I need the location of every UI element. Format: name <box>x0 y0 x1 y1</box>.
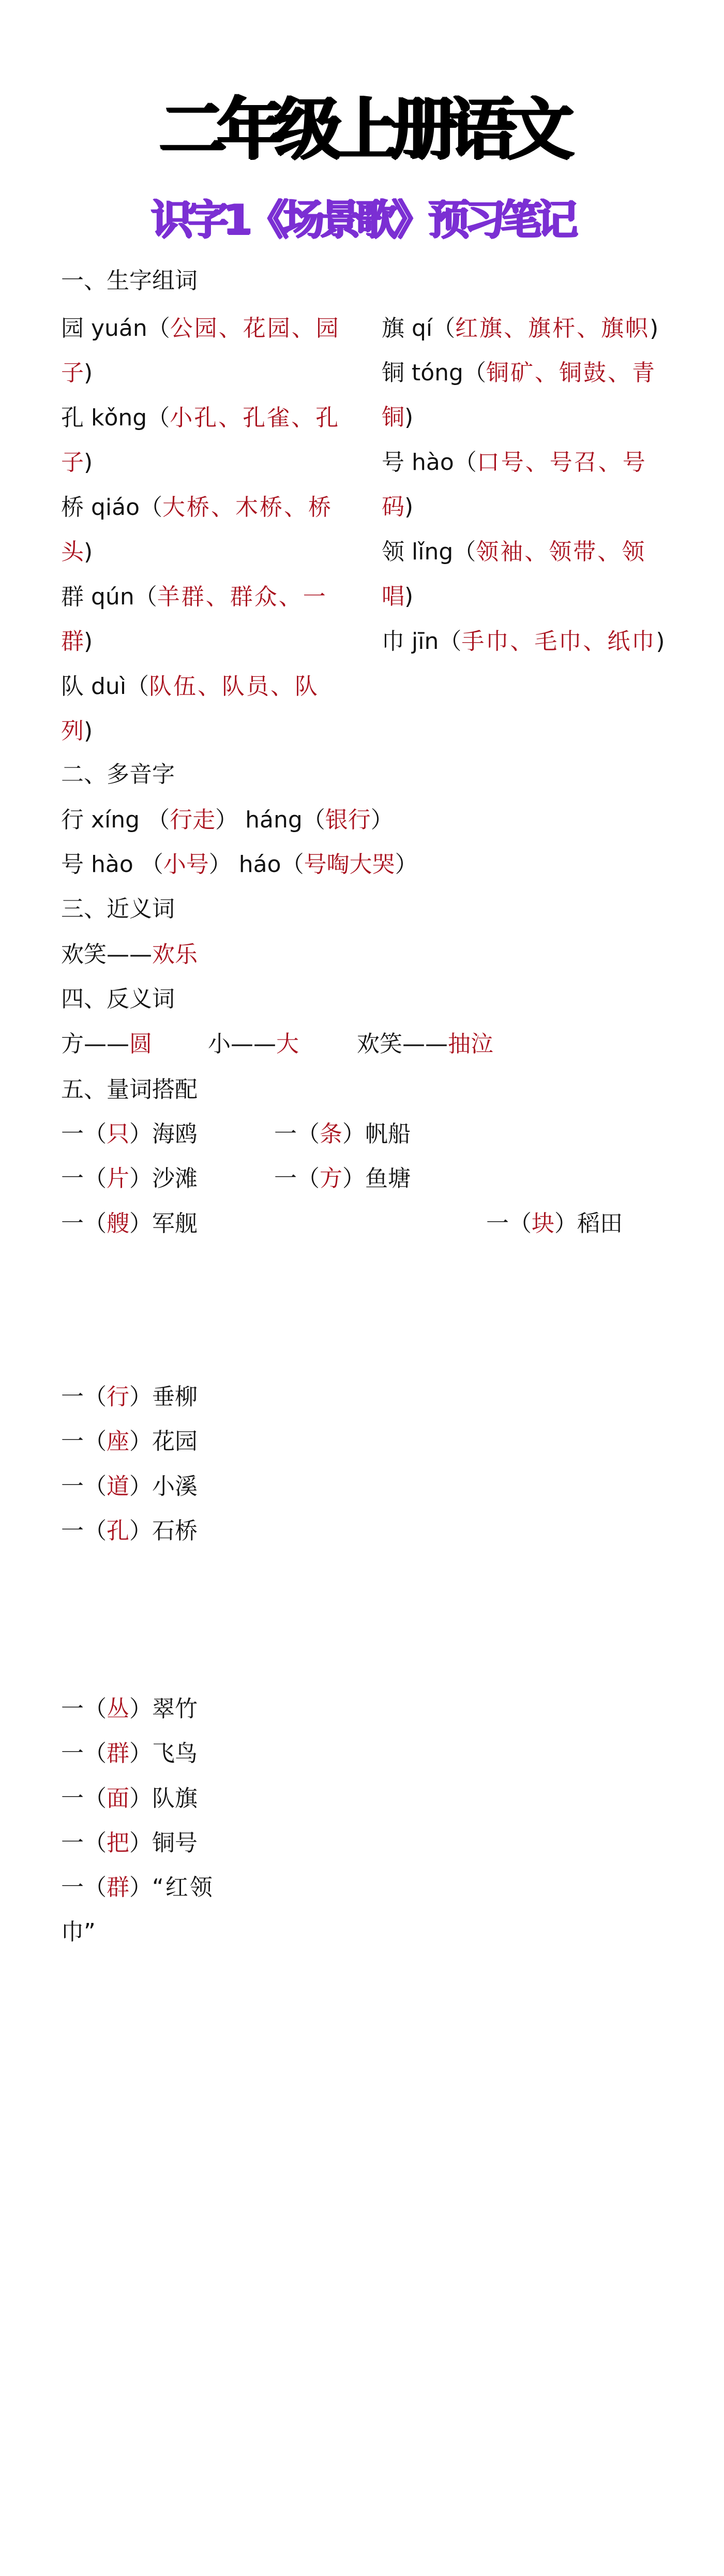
measure-noun: 帆船 <box>365 1121 411 1147</box>
measure-word: 行 <box>107 1384 129 1410</box>
synonym-a: 欢笑 <box>61 941 107 968</box>
measure-word: 丛 <box>107 1696 129 1722</box>
dash: —— <box>84 1031 129 1057</box>
paren: ) <box>650 315 659 342</box>
paren: （ <box>297 1121 320 1147</box>
word-examples-tail: 唱 <box>382 583 404 610</box>
paren: ） <box>342 1121 365 1147</box>
word-char: 队 <box>61 673 84 700</box>
paren: ) <box>656 628 665 655</box>
paren: （ <box>84 1785 107 1812</box>
paren: ） <box>129 1874 152 1901</box>
word-pinyin: qiáo <box>91 494 140 521</box>
word-entry <box>61 403 340 434</box>
measure-word-entry <box>61 1828 198 1859</box>
measure-word-entry <box>61 1163 198 1194</box>
measure-word-entry <box>61 1872 214 1903</box>
word-entry-continued <box>61 626 93 657</box>
paren: ) <box>84 718 93 744</box>
paren: ） <box>395 851 418 878</box>
poly-word: 行走 <box>170 807 216 833</box>
word-examples: 领袖、领带、领 <box>476 539 646 565</box>
measure-noun: 翠竹 <box>152 1696 198 1722</box>
paren: （ <box>432 315 456 342</box>
measure-noun: 石桥 <box>152 1518 198 1544</box>
measure-noun: 小溪 <box>152 1473 198 1500</box>
paren: （ <box>140 851 163 878</box>
paren: （ <box>84 1696 107 1722</box>
word-entry-continued <box>382 581 413 612</box>
section-heading: 一、生字组词 <box>61 268 198 294</box>
word-entry <box>382 447 647 478</box>
one-char: 一 <box>61 1165 84 1192</box>
measure-noun: 沙滩 <box>152 1165 198 1192</box>
word-entry-continued <box>61 358 93 389</box>
one-char: 一 <box>61 1473 84 1500</box>
synonym-pair <box>61 939 198 970</box>
dash: —— <box>107 941 152 968</box>
word-pinyin: jīn <box>412 628 439 655</box>
page-title: 二年级上册语文 <box>159 90 565 169</box>
word-examples-tail: 群 <box>61 628 84 655</box>
poly-pinyin: háng <box>245 807 303 833</box>
antonym-a: 方 <box>61 1031 84 1057</box>
word-char: 桥 <box>61 494 84 521</box>
word-entry <box>382 358 656 389</box>
measure-word: 群 <box>107 1874 129 1901</box>
section-heading: 三、近义词 <box>61 896 175 922</box>
paren: ) <box>404 404 414 431</box>
paren: （ <box>126 673 149 700</box>
measure-word: 块 <box>532 1210 554 1237</box>
one-char: 一 <box>61 1874 84 1901</box>
paren: （ <box>134 584 157 610</box>
paren: （ <box>147 405 170 431</box>
polyphone-row <box>61 849 418 880</box>
paren: （ <box>84 1473 107 1500</box>
paren: （ <box>453 539 476 565</box>
paren: （ <box>281 851 304 878</box>
paren: （ <box>439 628 462 655</box>
measure-noun: 鱼塘 <box>365 1165 411 1192</box>
paren: ） <box>129 1210 152 1237</box>
one-char: 一 <box>61 1518 84 1544</box>
measure-word-entry <box>486 1208 623 1239</box>
paren: ） <box>129 1518 152 1544</box>
measure-word-entry <box>61 1738 198 1769</box>
word-char: 铜 <box>382 360 404 386</box>
paren: （ <box>84 1384 107 1410</box>
poly-pinyin: hào <box>91 851 133 878</box>
paren: ） <box>342 1165 365 1192</box>
word-examples: 口号、号召、号 <box>476 449 647 476</box>
word-char: 巾 <box>382 628 404 655</box>
one-char: 一 <box>61 1121 84 1147</box>
poly-char: 号 <box>61 851 84 878</box>
paren: （ <box>84 1210 107 1237</box>
word-entry <box>61 313 340 344</box>
antonym-b: 抽泣 <box>448 1031 493 1057</box>
antonym-pair <box>357 1029 493 1060</box>
word-examples-tail: 子 <box>61 449 84 476</box>
measure-word: 面 <box>107 1785 129 1812</box>
one-char: 一 <box>61 1428 84 1455</box>
poly-word: 号啕大哭 <box>304 851 395 878</box>
one-char: 一 <box>61 1830 84 1856</box>
measure-noun: 队旗 <box>152 1785 198 1812</box>
word-entry-continued <box>61 537 93 568</box>
paren: （ <box>84 1518 107 1544</box>
word-entry <box>382 537 646 568</box>
paren: （ <box>147 315 170 342</box>
measure-noun: 垂柳 <box>152 1384 198 1410</box>
paren: ) <box>404 494 414 520</box>
measure-word-entry <box>61 1119 198 1150</box>
one-char: 一 <box>274 1121 297 1147</box>
one-char: 一 <box>486 1210 509 1237</box>
word-char: 旗 <box>382 315 404 342</box>
antonym-pair <box>208 1029 299 1060</box>
word-pinyin: qí <box>412 315 433 342</box>
one-char: 一 <box>274 1165 297 1192</box>
word-examples: 手巾、毛巾、纸巾 <box>461 628 656 655</box>
word-examples: 公园、花园、园 <box>170 315 340 342</box>
paren: ） <box>370 807 394 833</box>
paren: （ <box>84 1428 107 1455</box>
measure-word-entry <box>61 1783 198 1814</box>
antonym-a: 欢笑 <box>357 1031 402 1057</box>
measure-word-entry <box>61 1694 198 1725</box>
word-examples-tail: 铜 <box>382 404 404 431</box>
antonym-b: 圆 <box>129 1031 152 1057</box>
word-entry-continued <box>61 716 93 747</box>
section-heading: 二、多音字 <box>61 761 175 788</box>
measure-noun: “红领 <box>152 1874 214 1901</box>
paren: ） <box>129 1428 152 1455</box>
word-examples-tail: 列 <box>61 718 84 744</box>
word-pinyin: duì <box>91 673 127 700</box>
one-char: 一 <box>61 1210 84 1237</box>
section-heading: 五、量词搭配 <box>61 1076 198 1103</box>
lesson-subtitle: 识字1《场景歌》预习笔记 <box>151 196 573 244</box>
paren: （ <box>463 360 486 386</box>
one-char: 一 <box>61 1785 84 1812</box>
word-pinyin: qún <box>91 584 134 610</box>
measure-noun: 海鸥 <box>152 1121 198 1147</box>
dash: —— <box>402 1031 448 1057</box>
poly-pinyin: xíng <box>91 807 140 833</box>
word-examples: 大桥、木桥、桥 <box>162 494 333 521</box>
measure-noun: 铜号 <box>152 1830 198 1856</box>
paren: ) <box>84 628 93 655</box>
measure-word: 把 <box>107 1830 129 1856</box>
measure-word: 只 <box>107 1121 129 1147</box>
paren: ） <box>129 1473 152 1500</box>
paren: （ <box>302 807 325 833</box>
paren: ） <box>129 1121 152 1147</box>
measure-word-entry <box>274 1163 411 1194</box>
antonym-pair <box>61 1029 152 1060</box>
paren: ） <box>129 1384 152 1410</box>
paren: （ <box>140 494 163 521</box>
measure-word-entry <box>61 1471 198 1502</box>
paren: （ <box>454 449 477 476</box>
paren: ) <box>84 449 93 476</box>
paren: ） <box>129 1165 152 1192</box>
measure-word: 道 <box>107 1473 129 1500</box>
paren: （ <box>84 1165 107 1192</box>
section-heading: 四、反义词 <box>61 986 175 1012</box>
word-entry <box>61 492 333 523</box>
word-entry-continued <box>382 402 413 433</box>
measure-noun: 花园 <box>152 1428 198 1455</box>
paren: （ <box>84 1830 107 1856</box>
measure-word: 方 <box>320 1165 342 1192</box>
measure-noun: 飞鸟 <box>152 1740 198 1767</box>
word-entry-continued <box>61 447 93 478</box>
paren: ） <box>129 1785 152 1812</box>
paren: ) <box>84 360 93 386</box>
measure-word: 孔 <box>107 1518 129 1544</box>
word-pinyin: hào <box>412 449 454 476</box>
measure-noun: 稻田 <box>577 1210 623 1237</box>
measure-word-entry <box>61 1426 198 1457</box>
word-examples: 队伍、队员、队 <box>149 673 320 700</box>
word-entry <box>382 626 665 657</box>
word-examples: 小孔、孔雀、孔 <box>170 405 340 431</box>
paren: ） <box>129 1830 152 1856</box>
word-char: 群 <box>61 584 84 610</box>
word-char: 号 <box>382 449 404 476</box>
measure-noun: 军舰 <box>152 1210 198 1237</box>
word-char: 园 <box>61 315 84 342</box>
paren: （ <box>84 1740 107 1767</box>
word-entry <box>61 671 319 702</box>
measure-noun-continued: 巾” <box>61 1919 96 1945</box>
poly-word: 银行 <box>325 807 371 833</box>
polyphone-row <box>61 805 394 836</box>
word-char: 领 <box>382 539 404 565</box>
word-pinyin: lǐng <box>412 539 454 565</box>
measure-word: 座 <box>107 1428 129 1455</box>
paren: ) <box>84 539 93 565</box>
measure-word-entry <box>61 1382 198 1413</box>
poly-pinyin: háo <box>238 851 281 878</box>
paren: ) <box>404 583 414 610</box>
paren: ） <box>554 1210 577 1237</box>
paren: （ <box>84 1121 107 1147</box>
measure-word: 片 <box>107 1165 129 1192</box>
paren: ） <box>215 807 238 833</box>
measure-word-entry <box>274 1119 411 1150</box>
one-char: 一 <box>61 1740 84 1767</box>
word-entry <box>61 582 327 613</box>
measure-word: 条 <box>320 1121 342 1147</box>
word-entry-continued <box>382 492 413 523</box>
one-char: 一 <box>61 1696 84 1722</box>
synonym-b: 欢乐 <box>152 941 198 968</box>
word-examples-tail: 码 <box>382 494 404 520</box>
paren: （ <box>84 1874 107 1901</box>
word-char: 孔 <box>61 405 84 431</box>
measure-word: 群 <box>107 1740 129 1767</box>
antonym-b: 大 <box>276 1031 299 1057</box>
measure-word: 艘 <box>107 1210 129 1237</box>
word-pinyin: yuán <box>91 315 147 342</box>
word-examples: 铜矿、铜鼓、青 <box>486 360 656 386</box>
word-pinyin: kǒng <box>91 405 147 431</box>
word-pinyin: tóng <box>412 360 463 386</box>
word-examples: 红旗、旗杆、旗帜 <box>455 315 650 342</box>
paren: ） <box>129 1740 152 1767</box>
paren: ） <box>129 1696 152 1722</box>
poly-char: 行 <box>61 807 84 833</box>
word-entry <box>382 313 658 344</box>
dash: —— <box>231 1031 276 1057</box>
word-examples: 羊群、群众、一 <box>157 584 327 610</box>
poly-word: 小号 <box>163 851 209 878</box>
word-examples-tail: 子 <box>61 360 84 386</box>
paren: （ <box>297 1165 320 1192</box>
word-examples-tail: 头 <box>61 539 84 565</box>
measure-word-entry <box>61 1516 198 1547</box>
paren: ） <box>208 851 232 878</box>
measure-word-entry <box>61 1208 198 1239</box>
paren: （ <box>147 807 170 833</box>
one-char: 一 <box>61 1384 84 1410</box>
paren: （ <box>509 1210 532 1237</box>
antonym-a: 小 <box>208 1031 231 1057</box>
